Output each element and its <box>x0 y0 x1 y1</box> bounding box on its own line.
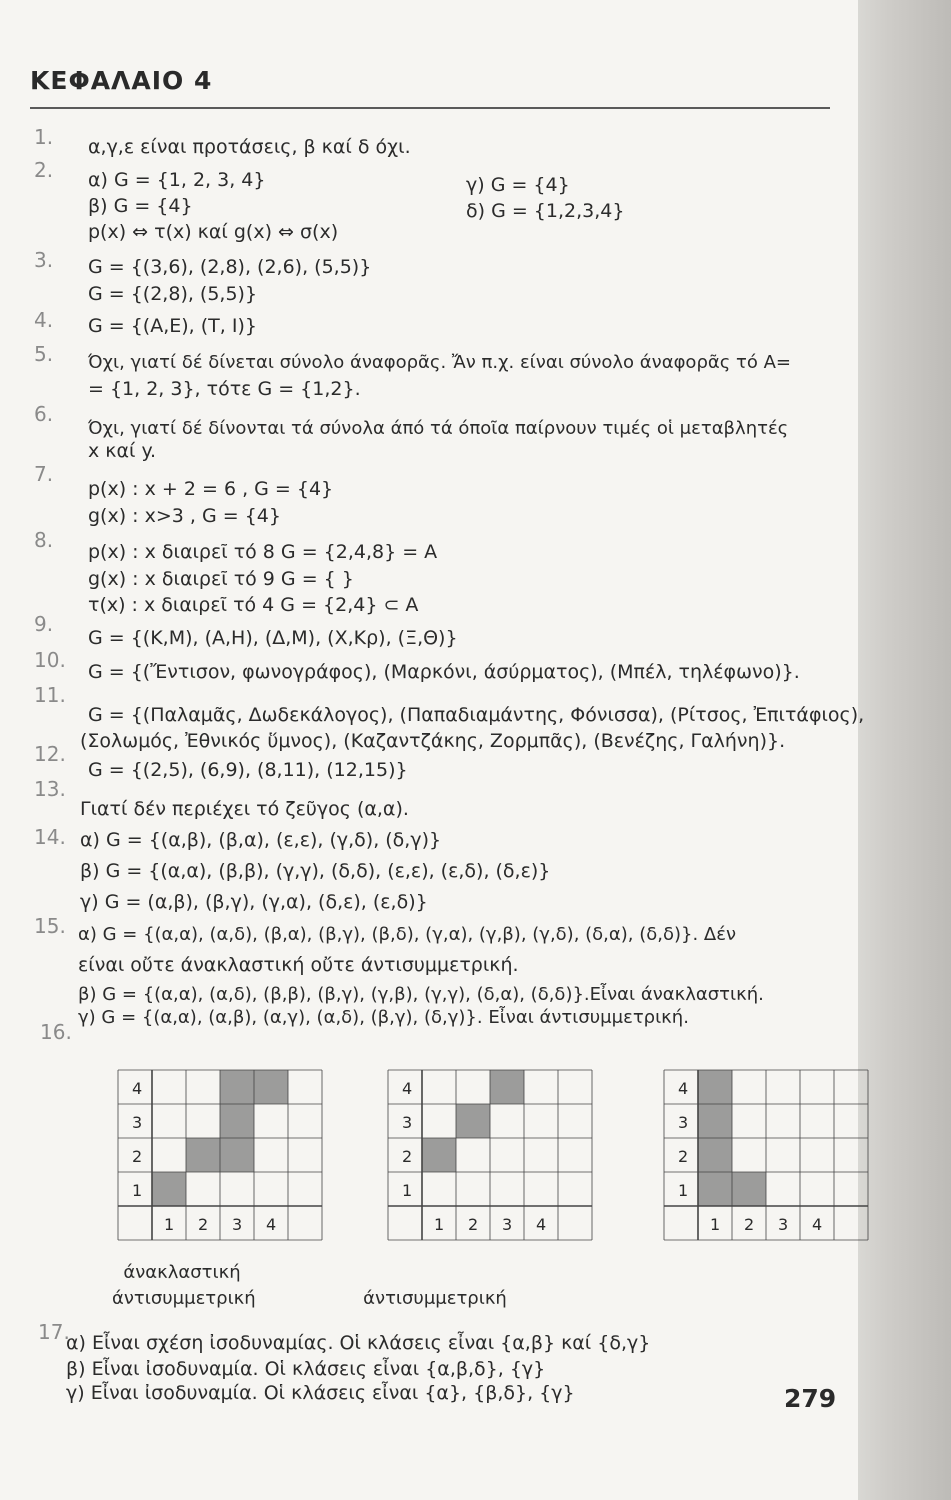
answer-number: 15. <box>34 914 66 938</box>
grid-y-label: 4 <box>402 1079 413 1098</box>
shaded-cell <box>698 1104 732 1138</box>
answer-number: 14. <box>34 825 66 849</box>
grid-caption: άντισυμμετρική <box>112 1288 256 1309</box>
relation-grid-3 <box>628 1062 823 1242</box>
answer-line: α) G = {(α,α), (α,δ), (β,α), (β,γ), (β,δ), (γ,α), (γ,β), (γ,δ), (δ,α), (δ,δ)}. Δέν <box>78 924 737 945</box>
relation-grid-1 <box>82 1062 277 1242</box>
grid-x-label: 1 <box>710 1215 721 1234</box>
shaded-cell <box>490 1070 524 1104</box>
answer-number: 7. <box>34 462 54 486</box>
shaded-cell <box>254 1070 288 1104</box>
answer-line: α) Εἶναι σχέση ἰσοδυναμίας. Οἱ κλάσεις εἶναι {α,β} καί {δ,γ} <box>66 1332 651 1354</box>
answer-line: g(x) : x διαιρεῖ τό 9 G = { } <box>88 568 354 590</box>
answer-number: 6. <box>34 402 54 426</box>
answer-number: 10. <box>34 648 66 672</box>
shaded-cell <box>220 1138 254 1172</box>
shaded-cell <box>698 1172 732 1206</box>
shaded-cell <box>220 1104 254 1138</box>
page-number: 279 <box>784 1384 837 1413</box>
header-rule <box>30 107 830 109</box>
grid-y-label: 4 <box>132 1079 143 1098</box>
answer-line: G = {(3,6), (2,8), (2,6), (5,5)} <box>88 256 372 278</box>
grid-y-label: 3 <box>132 1113 143 1132</box>
grid-x-label: 4 <box>266 1215 277 1234</box>
answer-number: 13. <box>34 777 66 801</box>
grid-x-label: 2 <box>744 1215 755 1234</box>
answer-line: δ) G = {1,2,3,4} <box>466 200 625 222</box>
grid-y-label: 3 <box>678 1113 689 1132</box>
answer-line: β) G = {(α,α), (α,δ), (β,β), (β,γ), (γ,β), (γ,γ), (δ,α), (δ,δ)}.Εἶναι άνακλαστική. <box>78 984 764 1005</box>
answer-number: 1. <box>34 125 54 149</box>
grid-y-label: 2 <box>402 1147 413 1166</box>
answer-number: 9. <box>34 612 54 636</box>
shaded-cell <box>152 1172 186 1206</box>
shaded-cell <box>456 1104 490 1138</box>
shaded-cell <box>220 1070 254 1104</box>
answer-line: τ(x) : x διαιρεῖ τό 4 G = {2,4} ⊂ A <box>88 594 419 616</box>
answer-line: p(x) : x + 2 = 6 , G = {4} <box>88 478 334 500</box>
grid-x-label: 3 <box>232 1215 243 1234</box>
grid-x-label: 3 <box>502 1215 513 1234</box>
grid-x-label: 2 <box>198 1215 209 1234</box>
answer-line: (Σολωμός, Ἐθνικός ὕμνος), (Καζαντζάκης, Ζορμπᾶς), (Βενέζης, Γαλήνη)}. <box>80 730 786 752</box>
answer-line: γ) G = {(α,α), (α,β), (α,γ), (α,δ), (β,γ), (δ,γ)}. Εἶναι άντισυμμετρική. <box>78 1007 689 1028</box>
answer-number: 17. <box>38 1320 70 1344</box>
answer-line: γ) Εἶναι ἰσοδυναμία. Οἱ κλάσεις εἶναι {α}, {β,δ}, {γ} <box>66 1382 575 1404</box>
chapter-title: ΚΕΦΑΛΑΙΟ 4 <box>30 66 213 95</box>
answer-line: x καί y. <box>88 440 157 462</box>
answer-line: α,γ,ε είναι προτάσεις, β καί δ όχι. <box>88 136 411 158</box>
answer-line: α) G = {(α,β), (β,α), (ε,ε), (γ,δ), (δ,γ)} <box>80 829 442 851</box>
answer-number: 11. <box>34 683 66 707</box>
answer-line: = {1, 2, 3}, τότε G = {1,2}. <box>88 378 361 400</box>
answer-line: Όχι, γιατί δέ δίνονται τά σύνολα άπό τά όποῖα παίρνουν τιμές οἱ μεταβλητές <box>88 418 789 439</box>
grid-x-label: 4 <box>536 1215 547 1234</box>
shaded-cell <box>422 1138 456 1172</box>
answer-line: β) Εἶναι ἰσοδυναμία. Οἱ κλάσεις εἶναι {α,β,δ}, {γ} <box>66 1358 546 1380</box>
answer-number: 16. <box>40 1020 72 1044</box>
answer-line: G = {(Κ,Μ), (Α,Η), (Δ,Μ), (Χ,Κρ), (Ξ,Θ)} <box>88 627 458 649</box>
grid-x-label: 2 <box>468 1215 479 1234</box>
answer-number: 12. <box>34 742 66 766</box>
answer-line: β) G = {4} <box>88 195 193 217</box>
answer-line: g(x) : x>3 , G = {4} <box>88 505 281 527</box>
grid-y-label: 2 <box>678 1147 689 1166</box>
answer-number: 3. <box>34 248 54 272</box>
answer-line: p(x) : x διαιρεῖ τό 8 G = {2,4,8} = A <box>88 541 438 563</box>
shaded-cell <box>698 1138 732 1172</box>
answer-line: Γιατί δέν περιέχει τό ζεῦγος (α,α). <box>80 798 409 820</box>
answer-line: G = {(2,8), (5,5)} <box>88 283 258 305</box>
answer-line: G = {(2,5), (6,9), (8,11), (12,15)} <box>88 759 408 781</box>
grid-caption: άνακλαστική <box>123 1262 241 1283</box>
answer-line: β) G = {(α,α), (β,β), (γ,γ), (δ,δ), (ε,ε), (ε,δ), (δ,ε)} <box>80 860 551 882</box>
answer-number: 4. <box>34 308 54 332</box>
shaded-cell <box>698 1070 732 1104</box>
grid-x-label: 1 <box>164 1215 175 1234</box>
grid-y-label: 3 <box>402 1113 413 1132</box>
answer-line: G = {(A,E), (T, I)} <box>88 315 257 337</box>
answer-number: 2. <box>34 158 54 182</box>
answer-line: Όχι, γιατί δέ δίνεται σύνολο άναφορᾶς. Ἄν π.χ. είναι σύνολο άναφορᾶς τό Α= <box>88 352 791 373</box>
answer-line: είναι οὔτε άνακλαστική οὔτε άντισυμμετρική. <box>78 954 519 976</box>
answer-number: 5. <box>34 342 54 366</box>
answer-number: 8. <box>34 528 54 552</box>
answer-line: G = {(Παλαμᾶς, Δωδεκάλογος), (Παπαδιαμάντης, Φόνισσα), (Ρίτσος, Ἐπιτάφιος), <box>88 704 865 726</box>
grid-x-label: 1 <box>434 1215 445 1234</box>
relation-grid-2 <box>352 1062 547 1242</box>
grid-y-label: 2 <box>132 1147 143 1166</box>
shaded-cell <box>186 1138 220 1172</box>
grid-x-label: 4 <box>812 1215 823 1234</box>
grid-x-label: 3 <box>778 1215 789 1234</box>
grid-caption: άντισυμμετρική <box>363 1288 507 1309</box>
answer-line: α) G = {1, 2, 3, 4} <box>88 169 266 191</box>
grid-y-label: 1 <box>132 1181 143 1200</box>
page-edge <box>858 0 951 1500</box>
answer-line: G = {(Ἔντισον, φωνογράφος), (Μαρκόνι, άσύρματος), (Μπέλ, τηλέφωνο)}. <box>88 661 800 683</box>
shaded-cell <box>732 1172 766 1206</box>
answer-line: p(x) ⇔ τ(x) καί g(x) ⇔ σ(x) <box>88 221 339 243</box>
grid-y-label: 4 <box>678 1079 689 1098</box>
grid-y-label: 1 <box>678 1181 689 1200</box>
grid-y-label: 1 <box>402 1181 413 1200</box>
answer-line: γ) G = {4} <box>466 174 570 196</box>
answer-line: γ) G = (α,β), (β,γ), (γ,α), (δ,ε), (ε,δ)} <box>80 891 428 913</box>
